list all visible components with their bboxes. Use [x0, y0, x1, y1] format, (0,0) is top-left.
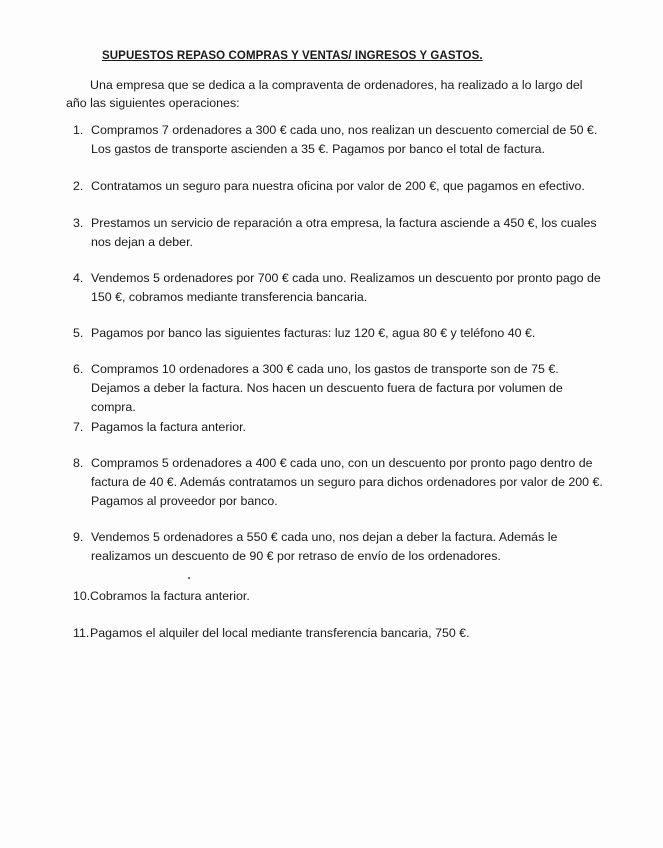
list-item-11	[73, 624, 611, 643]
intro-paragraph: Una empresa que se dedica a la compraventa de ordenadores, ha realizado a lo largo del año las siguientes operaciones:	[66, 78, 583, 110]
item-text: Contratamos un seguro para nuestra oficina por valor de 200 €, que pagamos en efectivo.	[91, 179, 585, 193]
list-item-4	[73, 269, 611, 307]
item-number: 4.	[73, 271, 84, 285]
item-number: 6.	[73, 362, 84, 376]
item-text: Compramos 7 ordenadores a 300 € cada uno, nos realizan un descuento comercial de 50 €. Los gastos de transporte ascienden a 35 €. Pagamos por banco el total de factura.	[91, 123, 598, 156]
list-item-1	[73, 121, 611, 159]
item-number: 11.	[73, 626, 90, 640]
item-text: Pagamos la factura anterior.	[91, 420, 246, 434]
list-item-10	[73, 587, 611, 606]
item-text: Vendemos 5 ordenadores a 550 € cada uno, nos dejan a deber la factura. Además le realizamos un descuento de 90 € por retraso de envío de los ordenadores.	[91, 530, 558, 563]
item-text: Prestamos un servicio de reparación a otra empresa, la factura asciende a 450 €, los cuales nos dejan a deber.	[91, 216, 597, 249]
item-text: Pagamos por banco las siguientes facturas: luz 120 €, agua 80 € y teléfono 40 €.	[91, 326, 536, 340]
list-item-7	[73, 418, 611, 437]
item-number: 2.	[73, 179, 84, 193]
item-text: Compramos 10 ordenadores a 300 € cada uno, los gastos de transporte son de 75 €. Dejamos a deber la factura. Nos hacen un descuento fuera de factura por volumen de compra.	[91, 362, 563, 414]
item-number: 1.	[73, 123, 84, 137]
item-number: 3.	[73, 216, 84, 230]
item-number: 5.	[73, 326, 84, 340]
list-item-3	[73, 214, 611, 252]
item-text: Compramos 5 ordenadores a 400 € cada uno, con un descuento por pronto pago dentro de factura de 40 €. Además contratamos un seguro para dichos ordenadores por valor de 200 €. Pagamos al proveedor por banco.	[91, 456, 603, 508]
stray-dot	[188, 577, 190, 579]
item-text: Cobramos la factura anterior.	[90, 589, 250, 603]
item-text: Pagamos el alquiler del local mediante transferencia bancaria, 750 €.	[90, 626, 470, 640]
list-item-5	[73, 324, 611, 343]
document-title: SUPUESTOS REPASO COMPRAS Y VENTAS/ INGRESOS Y GASTOS.	[102, 50, 483, 62]
item-number: 8.	[73, 456, 84, 470]
list-item-8	[73, 454, 611, 511]
list-item-2	[73, 177, 611, 196]
item-number: 10.	[73, 589, 91, 603]
item-text: Vendemos 5 ordenadores por 700 € cada uno. Realizamos un descuento por pronto pago de 150 €, cobramos mediante transferencia bancaria.	[91, 271, 601, 304]
list-item-9	[73, 528, 611, 566]
item-number: 7.	[73, 420, 84, 434]
list-item-6	[73, 360, 611, 417]
item-number: 9.	[73, 530, 84, 544]
